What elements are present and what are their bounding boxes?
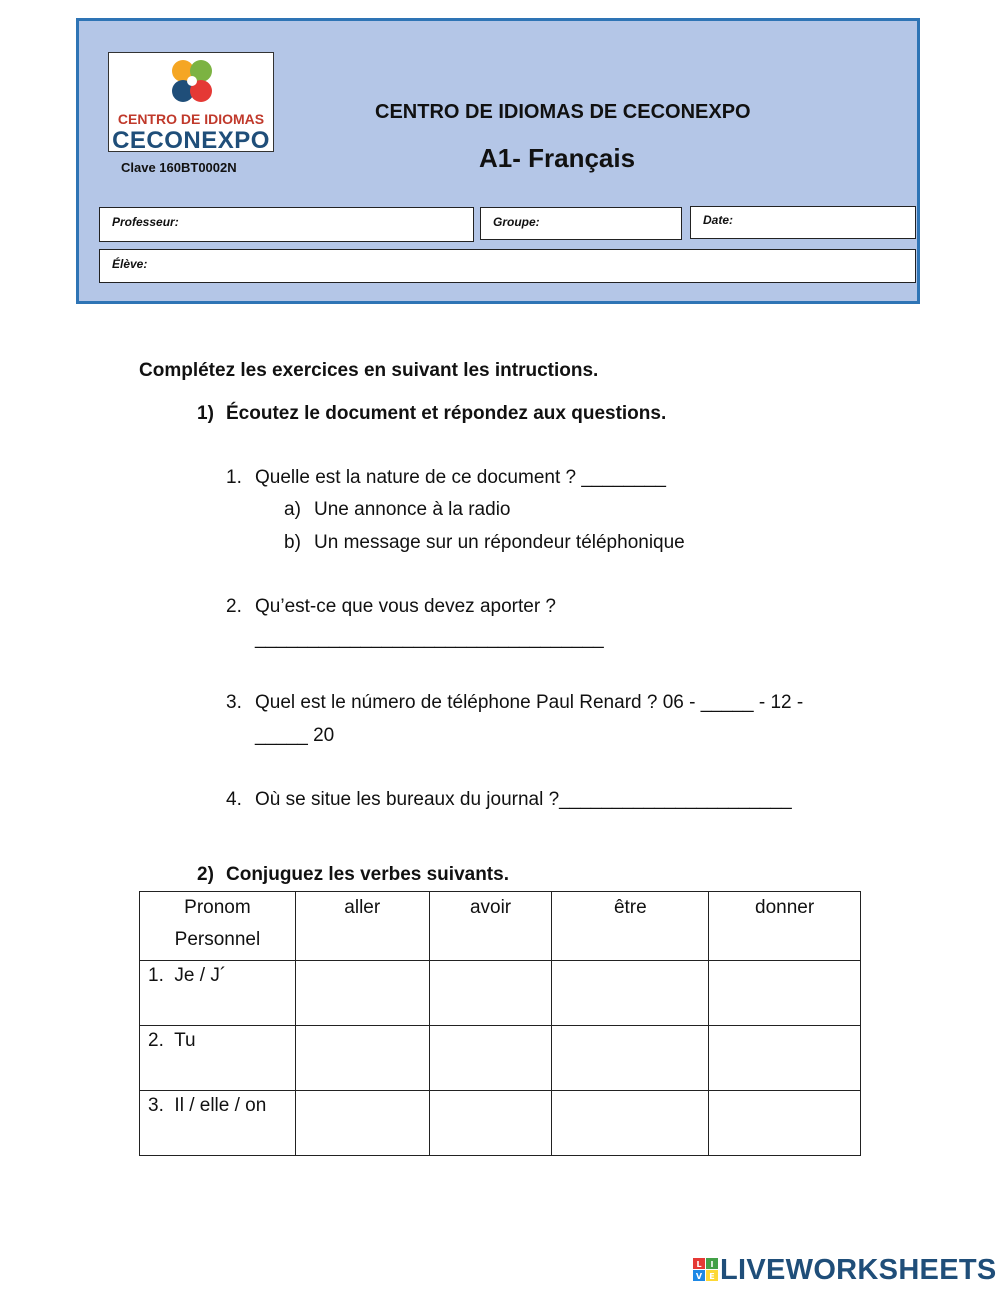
pronoun-label: Il / elle / on <box>174 1095 267 1116</box>
section2-title: Conjuguez les verbes suivants. <box>226 864 509 885</box>
clave-code: Clave 160BT0002N <box>121 160 237 175</box>
question2-number: 2. <box>226 596 242 617</box>
worksheet-header <box>76 18 920 304</box>
question1-option-b[interactable]: Un message sur un répondeur téléphonique <box>314 532 685 553</box>
pronoun-label: Tu <box>174 1030 196 1051</box>
answer-cell-je-etre[interactable] <box>552 961 709 1026</box>
question3-text[interactable]: Quel est le número de téléphone Paul Renard ? 06 - _____ - 12 - <box>255 692 804 713</box>
liveworksheets-logo-icon <box>693 1258 719 1282</box>
groupe-label: Groupe: <box>493 215 540 229</box>
question4-text[interactable]: Où se situe les bureaux du journal ?______________________ <box>255 789 792 810</box>
section1-number: 1) <box>197 403 214 424</box>
logo-text-line2: CECONEXPO <box>112 127 270 152</box>
table-header-row <box>140 892 861 961</box>
answer-cell-tu-etre[interactable] <box>552 1026 709 1091</box>
date-field[interactable] <box>690 206 916 239</box>
header-pronom: Pronom <box>184 897 251 918</box>
eleve-label: Élève: <box>112 257 148 271</box>
question2-text: Qu’est-ce que vous devez aporter ? <box>255 596 557 617</box>
pronoun-label: Je / J´ <box>174 965 227 986</box>
question3-number: 3. <box>226 692 242 713</box>
question1-option-a-letter: a) <box>284 499 301 520</box>
eleve-field[interactable] <box>99 249 916 283</box>
course-title: A1- Français <box>479 143 636 173</box>
groupe-field[interactable] <box>480 207 682 240</box>
logo-letter-l: L <box>696 1260 702 1269</box>
answer-cell-je-donner[interactable] <box>709 961 861 1026</box>
logo-text-line1: CENTRO DE IDIOMAS <box>117 111 265 127</box>
instructions: Complétez les exercices en suivant les intructions. <box>139 360 599 381</box>
header-verb-aller: aller <box>295 892 429 961</box>
question1-number: 1. <box>226 467 242 488</box>
row-number: 1. <box>148 965 164 986</box>
answer-cell-il-donner[interactable] <box>709 1091 861 1156</box>
header-pronom-personnel <box>140 892 296 961</box>
question4-number: 4. <box>226 789 242 810</box>
liveworksheets-brand[interactable]: LIVEWORKSHEETS <box>720 1254 997 1286</box>
question2-answer-line[interactable]: _________________________________ <box>255 628 604 649</box>
answer-cell-tu-avoir[interactable] <box>429 1026 552 1091</box>
school-logo <box>108 52 274 152</box>
question1-option-b-letter: b) <box>284 532 301 553</box>
question1-text[interactable]: Quelle est la nature de ce document ? ________ <box>255 467 666 488</box>
logo-flower-icon <box>165 58 219 108</box>
conjugation-table <box>139 891 861 1156</box>
row-number: 2. <box>148 1030 164 1051</box>
table-row <box>140 1026 861 1091</box>
date-label: Date: <box>703 213 734 227</box>
question1-option-a[interactable]: Une annonce à la radio <box>314 499 511 520</box>
answer-cell-tu-donner[interactable] <box>709 1026 861 1091</box>
section1-title: Écoutez le document et répondez aux questions. <box>226 403 667 424</box>
professeur-field[interactable] <box>99 207 474 242</box>
header-verb-donner: donner <box>709 892 861 961</box>
pronoun-cell <box>140 961 296 1026</box>
pronoun-cell <box>140 1091 296 1156</box>
school-title: CENTRO DE IDIOMAS DE CECONEXPO <box>375 101 751 123</box>
answer-cell-tu-aller[interactable] <box>295 1026 429 1091</box>
answer-cell-il-etre[interactable] <box>552 1091 709 1156</box>
answer-cell-il-aller[interactable] <box>295 1091 429 1156</box>
logo-letter-i: I <box>710 1260 714 1269</box>
header-verb-etre: être <box>552 892 709 961</box>
answer-cell-je-aller[interactable] <box>295 961 429 1026</box>
answer-cell-il-avoir[interactable] <box>429 1091 552 1156</box>
question3-text-line2[interactable]: _____ 20 <box>255 725 335 746</box>
logo-letter-e: E <box>709 1272 715 1281</box>
logo-letter-v: V <box>695 1272 703 1281</box>
header-verb-avoir: avoir <box>429 892 552 961</box>
section2-number: 2) <box>197 864 214 885</box>
row-number: 3. <box>148 1095 164 1116</box>
table-row <box>140 1091 861 1156</box>
table-row <box>140 961 861 1026</box>
pronoun-cell <box>140 1026 296 1091</box>
answer-cell-je-avoir[interactable] <box>429 961 552 1026</box>
professeur-label: Professeur: <box>112 215 179 229</box>
header-personnel: Personnel <box>174 929 261 950</box>
